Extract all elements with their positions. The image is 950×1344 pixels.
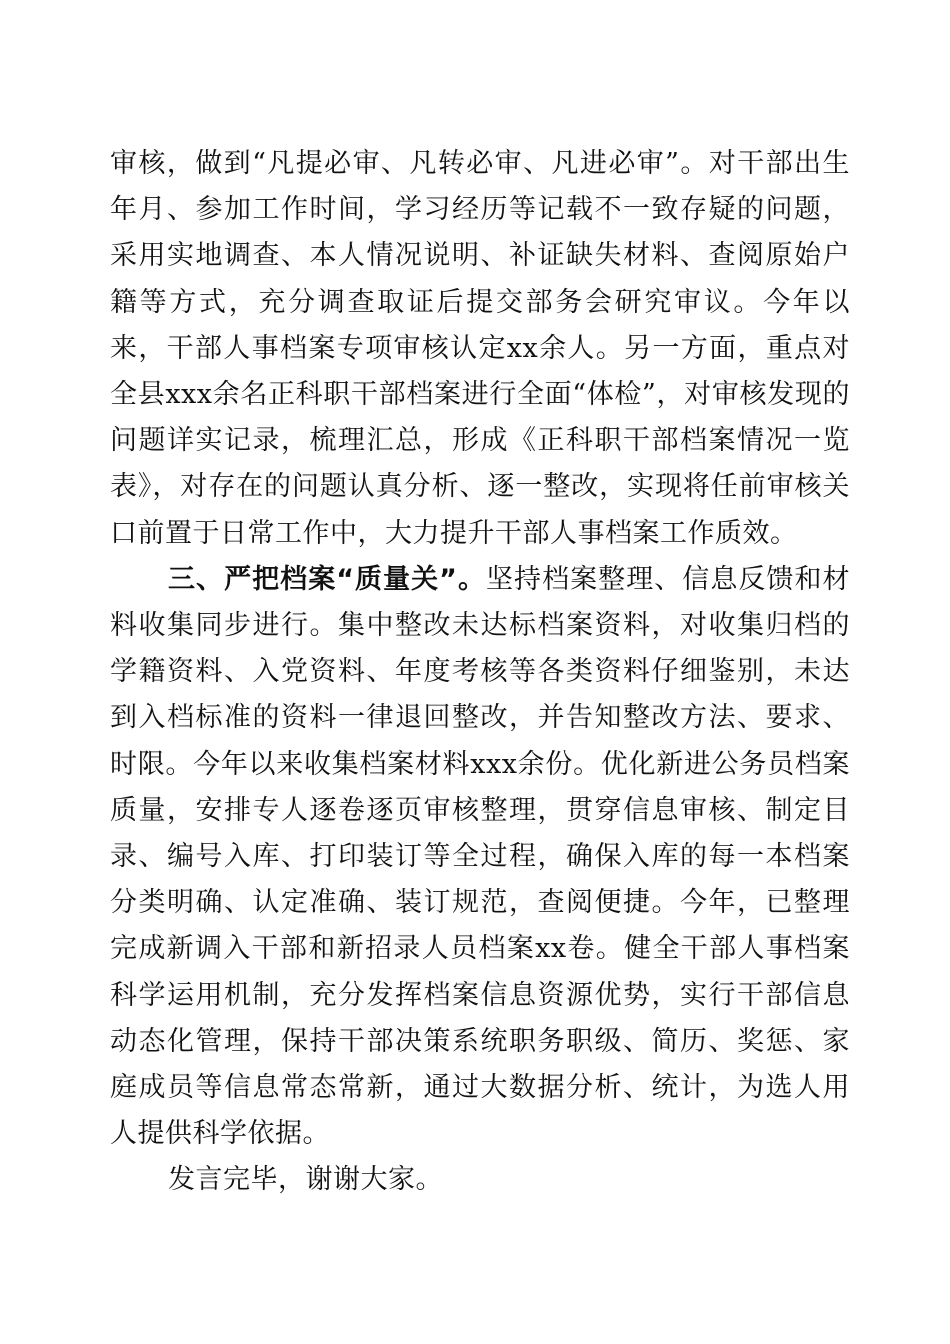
document-body [110,141,850,1204]
section-heading: 三、严把档案“质量关”。 [168,563,486,595]
paragraph-text: 发言完毕，谢谢大家。 [168,1164,443,1196]
closing-remark [110,1157,850,1203]
paragraph-archive-review [110,141,850,557]
paragraph-text: 坚持档案整理、信息反馈和材料收集同步进行。集中整改未达标档案资料，对收集归档的学籍资料、入党资料、年度考核等各类资料仔细鉴别，未达到入档标准的资料一律退回整改，并告知整改方法、要求、时限。今年以来收集档案材料xxx余份。优化新进公务员档案质量，安排专人逐卷逐页审核整理，贯穿信息审核、制定目录、编号入库、打印装订等全过程，确保入库的每一本档案分类明确、认定准确、装订规范，查阅便捷。今年，已整理完成新调入干部和新招录人员档案xx卷。健全干部人事档案科学运用机制，充分发挥档案信息资源优势，实行干部信息动态化管理，保持干部决策系统职务职级、简历、奖惩、家庭成员等信息常态常新，通过大数据分析、统计，为选人用人提供科学依据。 [110,563,850,1150]
paragraph-text: 审核，做到“凡提必审、凡转必审、凡进必审”。对干部出生年月、参加工作时间，学习经历等记载不一致存疑的问题，采用实地调查、本人情况说明、补证缺失材料、查阅原始户籍等方式，充分调查取证后提交部务会研究审议。今年以来，干部人事档案专项审核认定xx余人。另一方面，重点对全县xxx余名正科职干部档案进行全面“体检”，对审核发现的问题详实记录，梳理汇总，形成《正科职干部档案情况一览表》，对存在的问题认真分析、逐一整改，实现将任前审核关口前置于日常工作中，大力提升干部人事档案工作质效。 [110,148,850,549]
paragraph-quality-control [110,557,850,1158]
